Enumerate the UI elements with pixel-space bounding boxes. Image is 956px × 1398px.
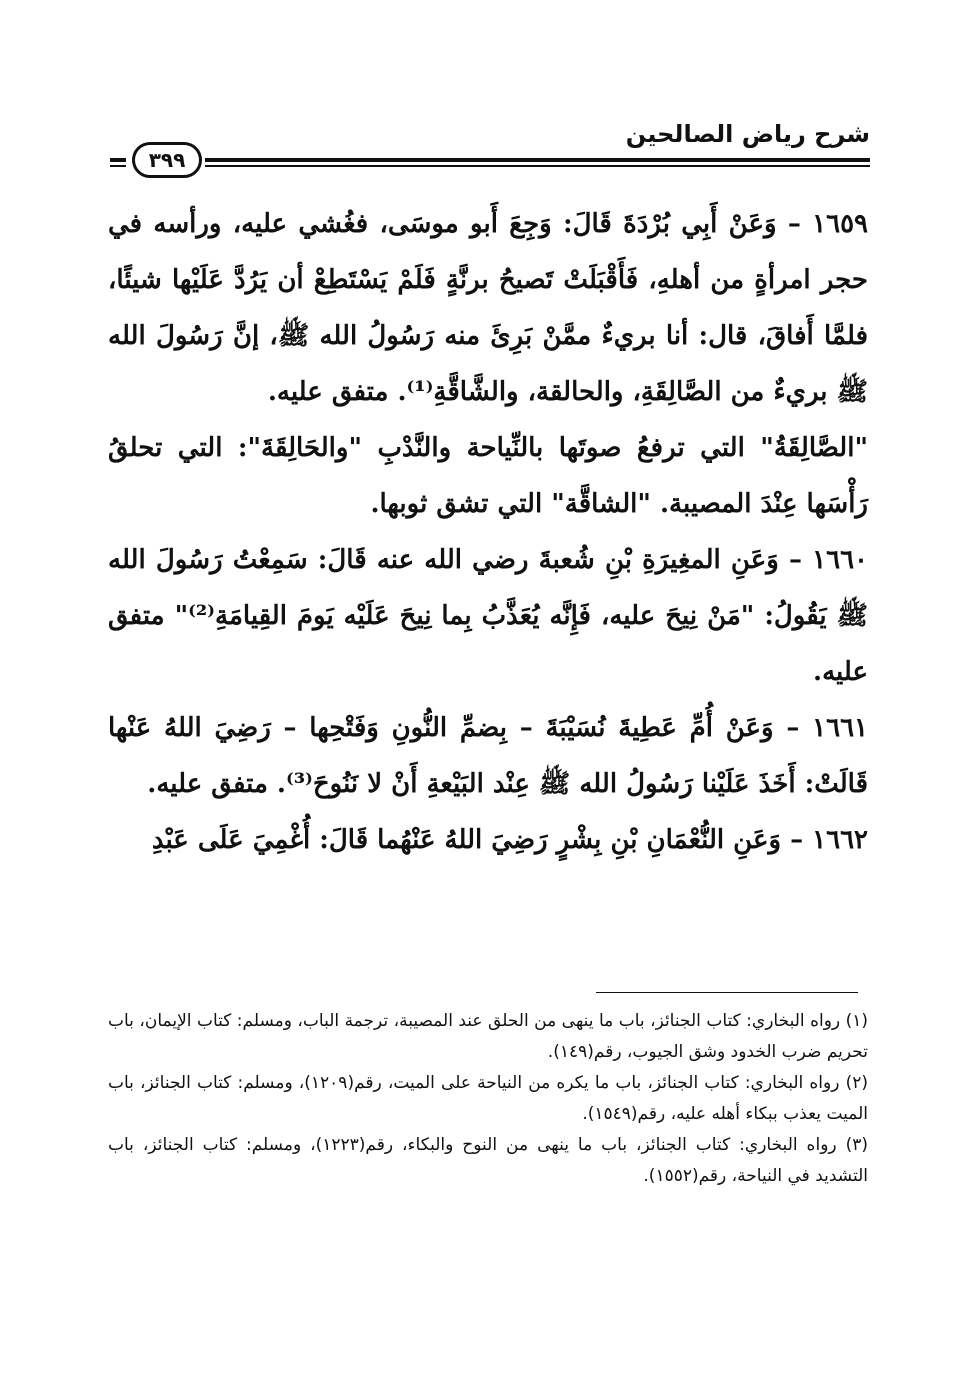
header-rule-left-thick (110, 158, 126, 162)
footnote-separator (596, 992, 858, 993)
header-rule-left-thin (110, 165, 126, 167)
hadith-1659: ١٦٥٩ – وَعَنْ أَبِي بُرْدَةَ قَالَ: وَجِعَ أَبو موسَى، فغُشي عليه، ورأسه في حجر امرأةٍ من أهلهِ، فَأَقْبَلَتْ تَصيحُ برنَّةٍ فَلَمْ يَسْتَطِعْ أن يَرُدَّ عَلَيْها شيئًا، فلمَّا أَفاقَ، قال: أنا بريءٌ ممَّنْ بَرِئَ منه رَسُولُ الله ﷺ، إنَّ رَسُولَ الله ﷺ بريءٌ من الصَّالِقَةِ، والحالقة، والشَّاقَّةِ⁽¹⁾. متفق عليه. (108, 209, 868, 407)
page-header (110, 118, 870, 178)
hadith-1661: ١٦٦١ – وَعَنْ أُمِّ عَطِيةَ نُسَيْبَةَ – بِضمِّ النُّونِ وَفَتْحِها – رَضِيَ اللهُ عَنْها قَالَتْ: أَخَذَ عَلَيْنا رَسُولُ الله ﷺ عِنْد البَيْعةِ أَنْ لا نَنُوحَ⁽³⁾. متفق عليه. (108, 713, 868, 799)
header-rule-thick (205, 158, 870, 162)
footnote-2: (٢) رواه البخاري: كتاب الجنائز، باب ما يكره من النياحة على الميت، رقم(١٢٠٩)، ومسلم: كتاب الجنائز، باب الميت يعذب ببكاء أهله عليه، رقم(١٥٤٩). (108, 1073, 868, 1124)
footnotes (108, 1006, 868, 1192)
header-rule-thin (205, 165, 870, 167)
footnote-3: (٣) رواه البخاري: كتاب الجنائز، باب ما ينهى من النوح والبكاء، رقم(١٢٢٣)، ومسلم: كتاب الجنائز، باب التشديد في النياحة، رقم(١٥٥٢). (108, 1135, 868, 1186)
hadith-1660: ١٦٦٠ – وَعَنِ المغِيرَةِ بْنِ شُعبةَ رضي الله عنه قَالَ: سَمِعْتُ رَسُولَ الله ﷺ يَقُولُ: "مَنْ نِيحَ عليه، فَإِنَّه يُعَذَّبُ بِما نِيحَ عَلَيْه يَومَ القِيامَةِ⁽²⁾" متفق عليه. (108, 545, 869, 687)
book-title: شرح رياض الصالحين (625, 120, 870, 148)
hadith-1662: ١٦٦٢ – وَعَنِ النُّعْمَانِ بْنِ بِشْرٍ رَضِيَ اللهُ عَنْهُما قَالَ: أُغْمِيَ عَلَى عَبْدِ (151, 825, 868, 855)
page-number: ٣٩٩ (132, 142, 202, 178)
hadith-1659-explanation: "الصَّالِقَةُ" التي ترفعُ صوتَها بالنِّياحة والنَّدْبِ "والحَالِقَةَ": التي تحلقُ رَأْسَها عِنْدَ المصيبة. "الشاقَّة" التي تشق ثوبها. (108, 433, 868, 519)
main-text (108, 196, 868, 868)
footnote-1: (١) رواه البخاري: كتاب الجنائز، باب ما ينهى من الحلق عند المصيبة، ترجمة الباب، ومسلم: كتاب الإيمان، باب تحريم ضرب الخدود وشق الجيوب، رقم(١٤٩). (108, 1011, 868, 1062)
